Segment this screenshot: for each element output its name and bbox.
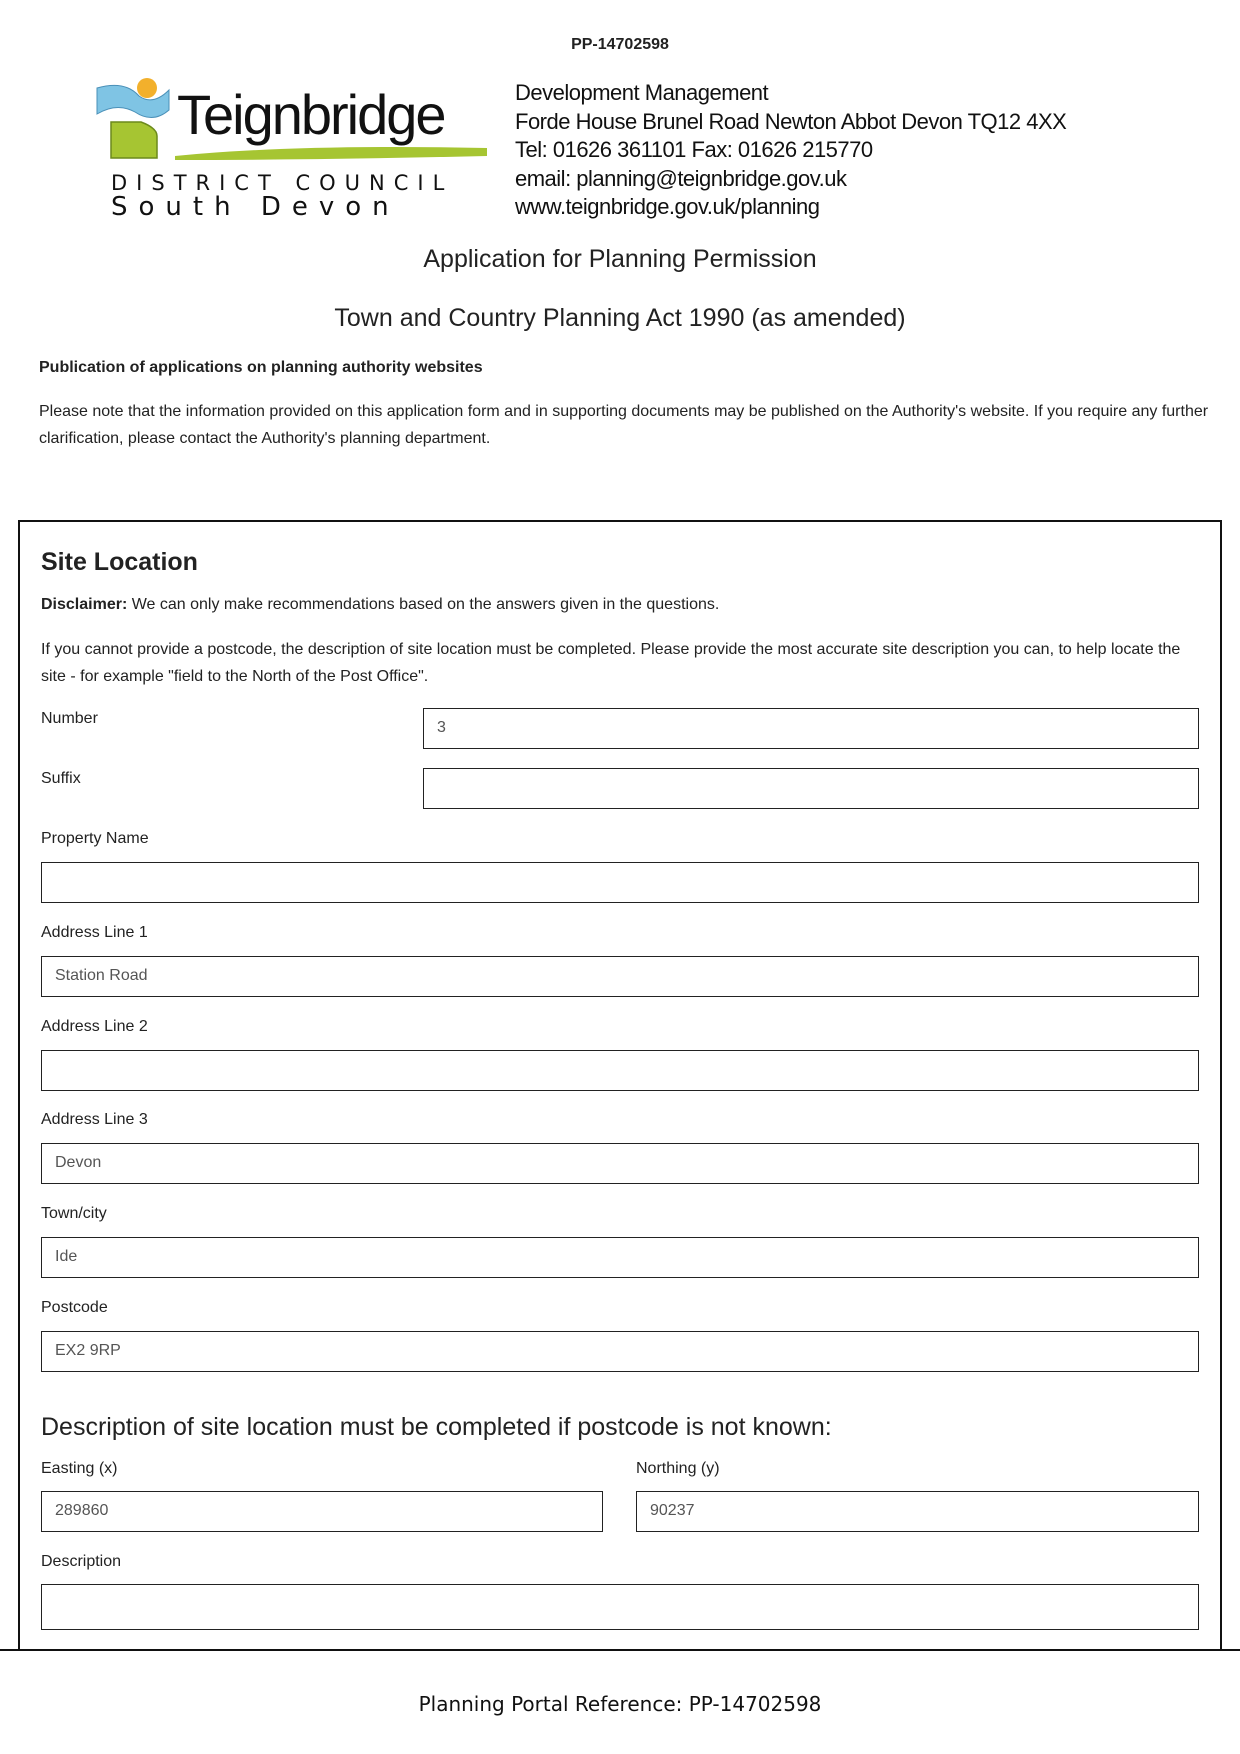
form-title: Application for Planning Permission — [423, 245, 817, 273]
northing-label: Northing (y) — [636, 1460, 720, 1477]
contact-website: www.teignbridge.gov.uk/planning — [515, 194, 820, 219]
suffix-label: Suffix — [41, 770, 81, 787]
page-divider — [0, 1649, 1240, 1651]
address-line-1-label: Address Line 1 — [41, 924, 148, 941]
northing-input[interactable]: 90237 — [636, 1491, 1199, 1532]
council-logo — [95, 76, 490, 221]
site-instructions: If you cannot provide a postcode, the description of site location must be completed. Please provide the most accurate site description you can, to help locate the site - for example "field to the North of the Post Office". — [41, 641, 1181, 685]
number-label: Number — [41, 710, 98, 727]
description-input[interactable] — [41, 1584, 1199, 1630]
footer-reference: Planning Portal Reference: PP-14702598 — [418, 1692, 822, 1716]
contact-email: email: planning@teignbridge.gov.uk — [515, 166, 847, 191]
description-heading: Description of site location must be completed if postcode is not known: — [41, 1413, 832, 1441]
address-line-3-input[interactable]: Devon — [41, 1143, 1199, 1184]
svg-text:DISTRICT COUNCIL: DISTRICT COUNCIL — [111, 171, 454, 195]
postcode-input[interactable]: EX2 9RP — [41, 1331, 1199, 1372]
easting-label: Easting (x) — [41, 1460, 118, 1477]
town-input[interactable]: Ide — [41, 1237, 1199, 1278]
publication-heading: Publication of applications on planning authority websites — [39, 359, 483, 376]
reference-number: PP-14702598 — [571, 36, 669, 53]
form-subtitle: Town and Country Planning Act 1990 (as amended) — [334, 304, 906, 332]
disclaimer-label: Disclaimer: — [41, 596, 128, 613]
svg-text:South Devon: South Devon — [111, 192, 400, 221]
address-line-1-input[interactable]: Station Road — [41, 956, 1199, 997]
easting-input[interactable]: 289860 — [41, 1491, 603, 1532]
svg-text:Teignbridge: Teignbridge — [177, 83, 445, 146]
logo-emblem-icon — [95, 76, 490, 221]
number-input[interactable]: 3 — [423, 708, 1199, 749]
suffix-input[interactable] — [423, 768, 1199, 809]
address-line-2-label: Address Line 2 — [41, 1018, 148, 1035]
postcode-label: Postcode — [41, 1299, 108, 1316]
address-line-3-label: Address Line 3 — [41, 1111, 148, 1128]
contact-phone: Tel: 01626 361101 Fax: 01626 215770 — [515, 137, 873, 162]
contact-department: Development Management — [515, 80, 769, 105]
disclaimer-text: We can only make recommendations based on the answers given in the questions. — [127, 596, 720, 613]
property-name-input[interactable] — [41, 862, 1199, 903]
property-name-label: Property Name — [41, 830, 149, 847]
town-label: Town/city — [41, 1205, 107, 1222]
section-heading: Site Location — [41, 548, 198, 576]
description-label: Description — [41, 1553, 122, 1570]
disclaimer — [41, 596, 719, 614]
address-line-2-input[interactable] — [41, 1050, 1199, 1091]
publication-text: Please note that the information provided on this application form and in supporting documents may be published on the Authority's website. If you require any further clarification, please contact the Authority's planning department. — [39, 403, 1209, 447]
contact-address: Forde House Brunel Road Newton Abbot Devon TQ12 4XX — [515, 109, 1067, 134]
